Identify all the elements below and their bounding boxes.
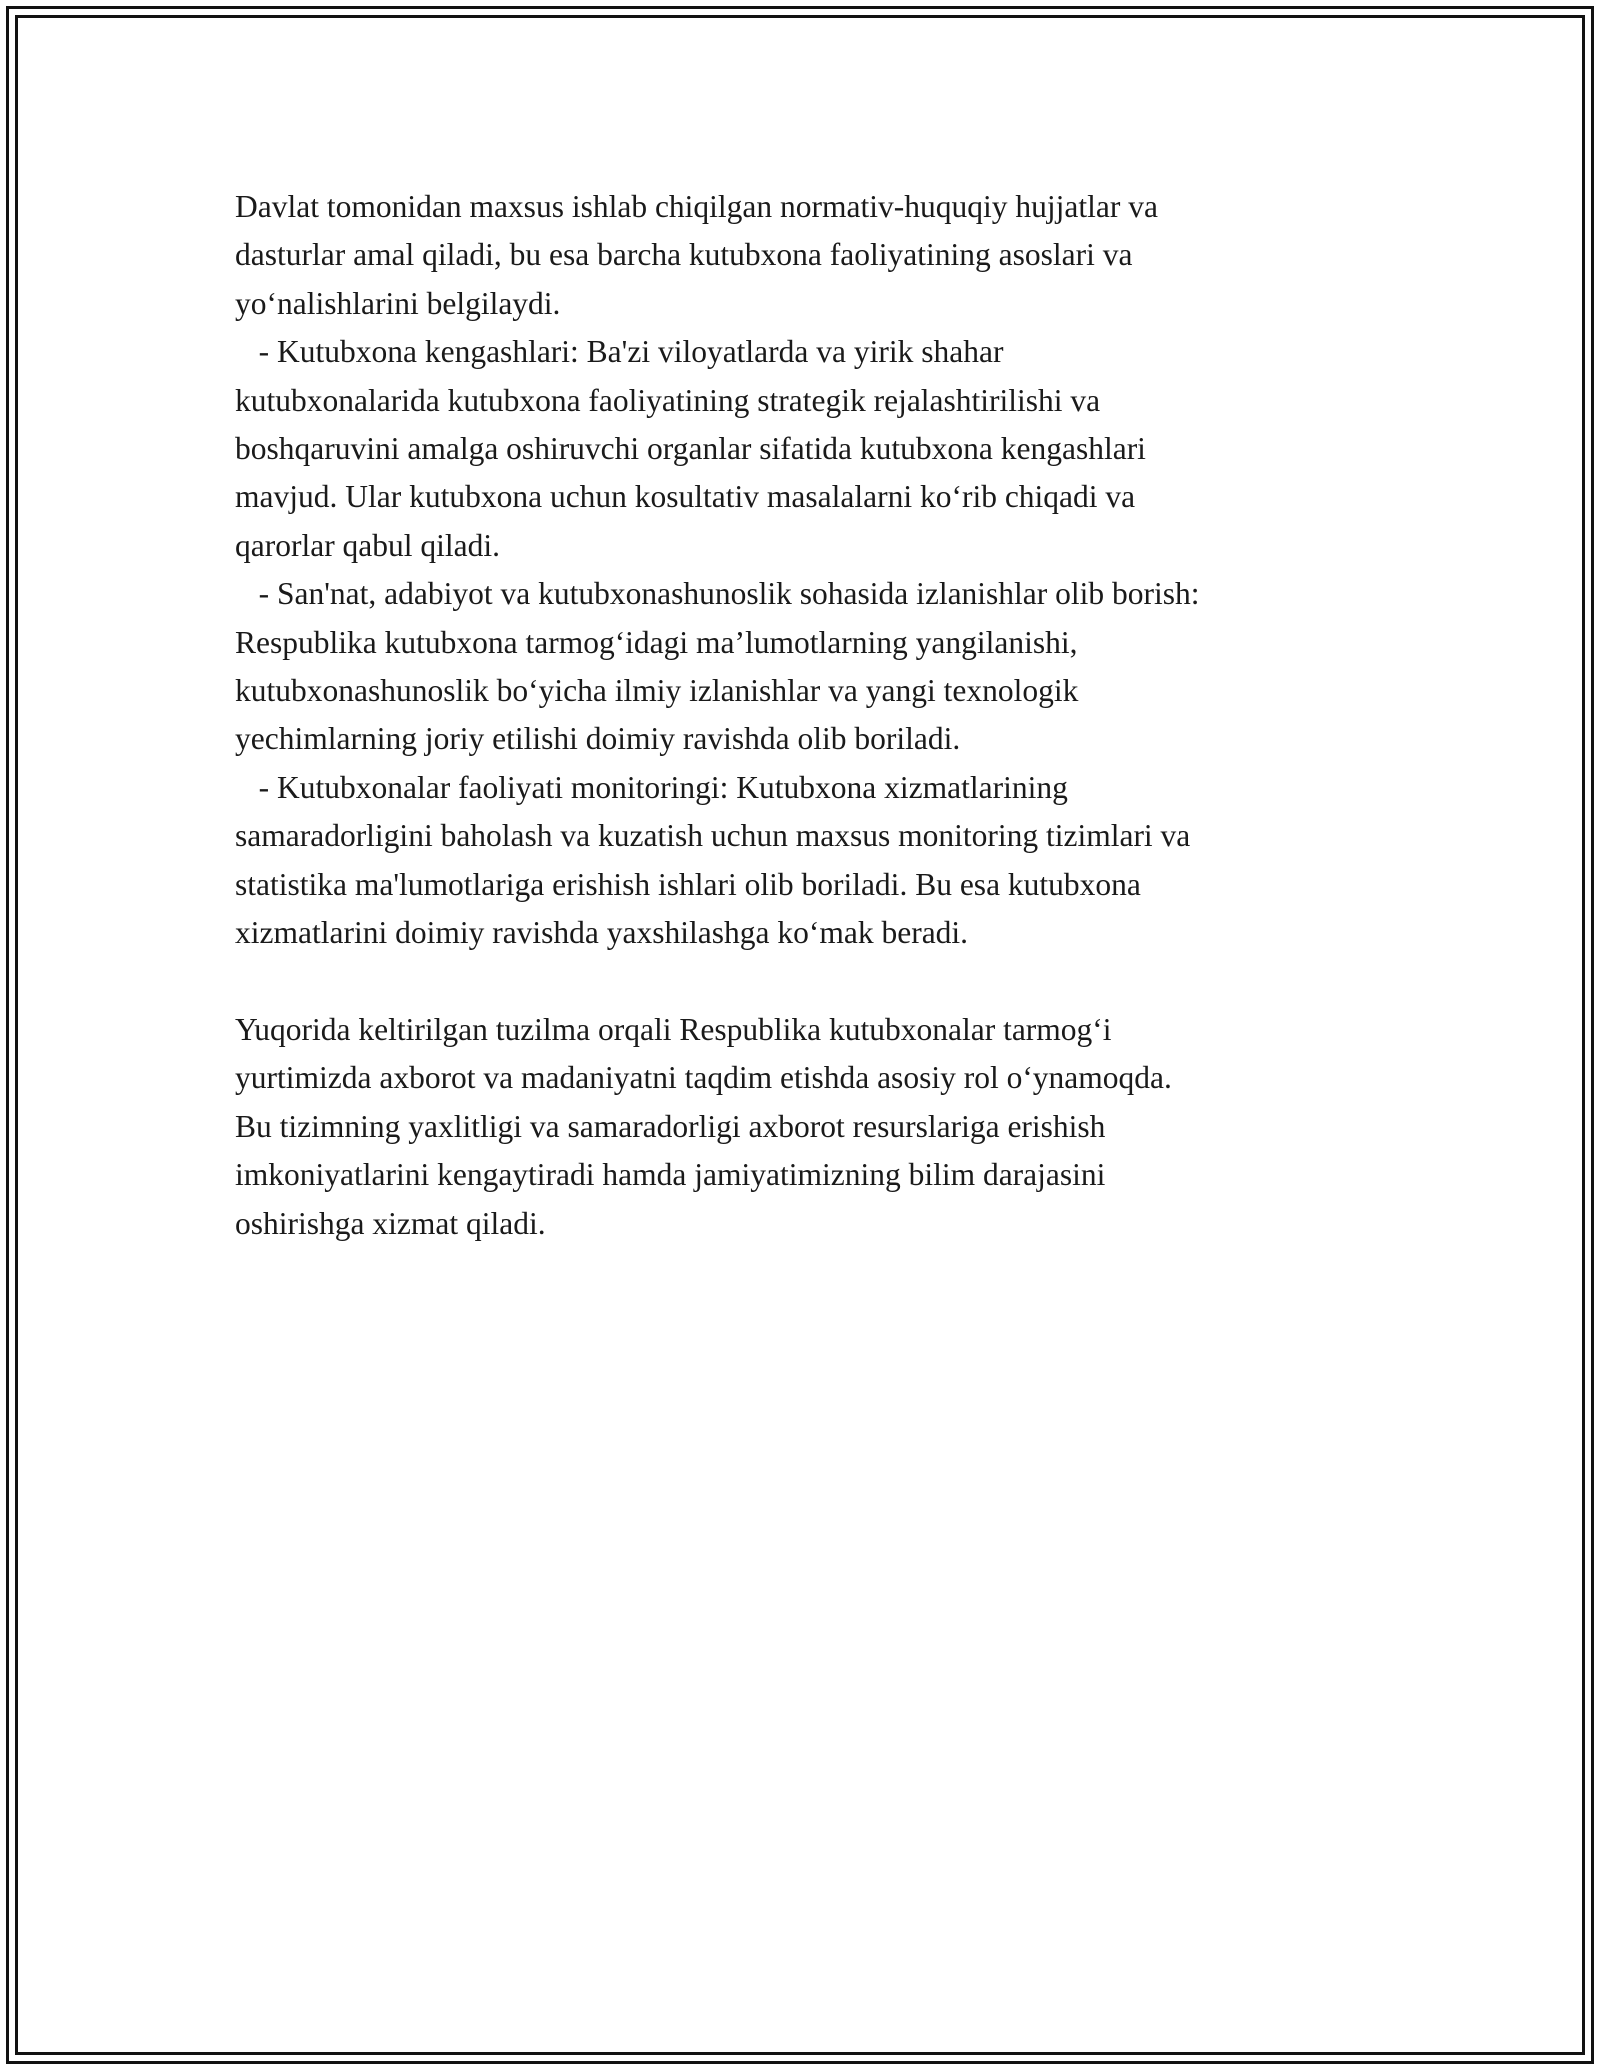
text-line: imkoniyatlarini kengaytiradi hamda jamiyatimizning bilim darajasini: [235, 1157, 1106, 1193]
paragraph-gap: [235, 958, 1385, 1006]
text-line: samaradorligini baholash va kuzatish uchun maxsus monitoring tizimlari va: [235, 818, 1191, 854]
text-line: oshirishga xizmat qiladi.: [235, 1205, 546, 1241]
text-line: dasturlar amal qiladi, bu esa barcha kutubxona faoliyatining asoslari va: [235, 237, 1133, 273]
text-line: - San'nat, adabiyot va kutubxonashunoslik sohasida izlanishlar olib borish:: [235, 576, 1200, 612]
text-line: Respublika kutubxona tarmog‘idagi ma’lumotlarning yangilanishi,: [235, 624, 1078, 660]
text-line: kutubxonashunoslik bo‘yicha ilmiy izlanishlar va yangi texnologik: [235, 673, 1079, 709]
document-body: [235, 183, 1385, 1248]
text-line: Bu tizimning yaxlitligi va samaradorligi axborot resurslariga erishish: [235, 1108, 1106, 1144]
text-line: qarorlar qabul qiladi.: [235, 527, 501, 563]
text-line: statistika ma'lumotlariga erishish ishlari olib boriladi. Bu esa kutubxona: [235, 866, 1141, 902]
text-line: xizmatlarini doimiy ravishda yaxshilashga ko‘mak beradi.: [235, 915, 969, 951]
text-line: mavjud. Ular kutubxona uchun kosultativ masalalarni ko‘rib chiqadi va: [235, 479, 1136, 515]
text-line: - Kutubxona kengashlari: Ba'zi viloyatlarda va yirik shahar: [235, 334, 1004, 370]
text-line: yechimlarning joriy etilishi doimiy ravishda olib boriladi.: [235, 721, 961, 757]
text-line: Davlat tomonidan maxsus ishlab chiqilgan normativ-huquqiy hujjatlar va: [235, 189, 1158, 224]
text-line: boshqaruvini amalga oshiruvchi organlar sifatida kutubxona kengashlari: [235, 431, 1146, 467]
text-line: Yuqorida keltirilgan tuzilma orqali Respublika kutubxonalar tarmog‘i: [235, 1011, 1112, 1047]
text-line: - Kutubxonalar faoliyati monitoringi: Kutubxona xizmatlarining: [235, 769, 1068, 805]
text-line: yurtimizda axborot va madaniyatni taqdim etishda asosiy rol o‘ynamoqda.: [235, 1060, 1172, 1096]
text-line: yo‘nalishlarini belgilaydi.: [235, 285, 561, 321]
text-line: kutubxonalarida kutubxona faoliyatining strategik rejalashtirilishi va: [235, 382, 1101, 418]
